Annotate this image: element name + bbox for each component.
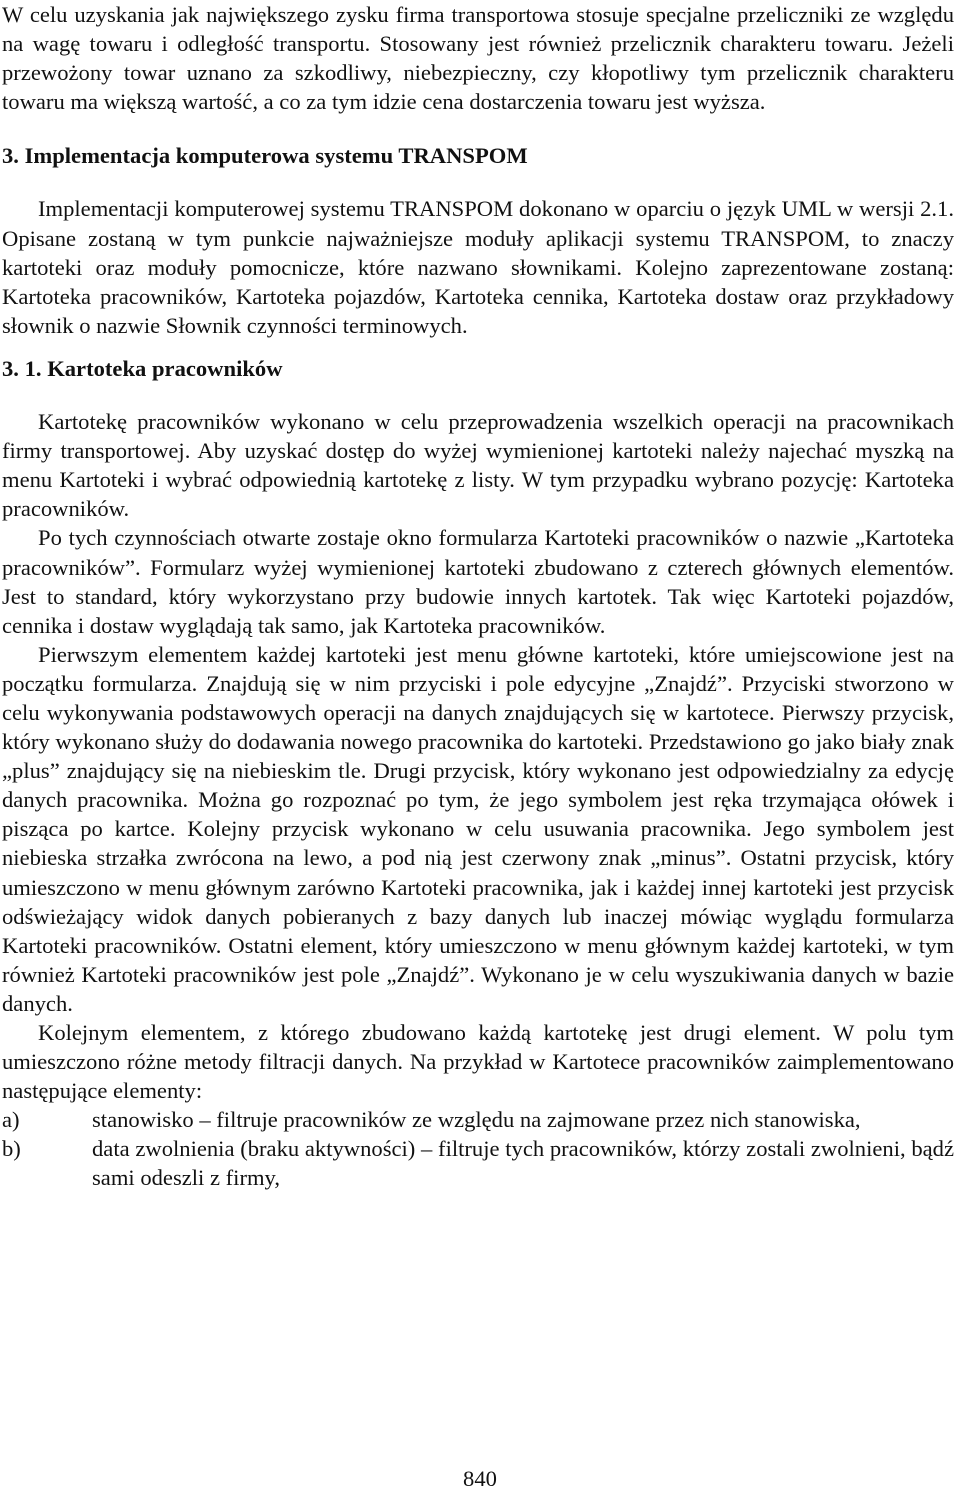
section-3-1-paragraph-4: Kolejnym elementem, z którego zbudowano każdą kartotekę jest drugi element. W polu tym umieszczono różne metody filtracji danych. Na przykład w Kartotece pracowników zaimplementowano następujące elementy:: [2, 1020, 954, 1104]
intro-paragraph: W celu uzyskania jak największego zysku firma transportowa stosuje specjalne przeliczniki ze względu na wagę towaru i odległość transportu. Stosowany jest również przelicznik charakteru towaru. Jeżeli przewożony towar uznano za szkodliwy, niebezpieczny, czy kłopotliwy tym przelicznik charakteru towaru ma większą wartość, a co za tym idzie cena dostarczenia towaru jest wyższa.: [2, 2, 954, 115]
list-item: [2, 1105, 954, 1134]
section-3-1-paragraph-3: Pierwszym elementem każdej kartoteki jest menu główne kartoteki, które umiejscowione jest na początku formularza. Znajdują się w nim przyciski i pole edycyjne „Znajdź”. Przyciski stworzono w celu wykonywania podstawowych operacji na danych znajdujących się w kartotece. Pierwszy przycisk, który wykonano służy do dodawania nowego pracownika do kartoteki. Przedstawiono go jako biały znak „plus” znajdujący się na niebieskim tle. Drugi przycisk, który wykonano jest odpowiedzialny za edycję danych pracownika. Można go rozpoznać po tym, że jego symbolem jest ręka trzymająca ołówek i pisząca po kartce. Kolejny przycisk wykonano w celu usuwania pracownika. Jego symbolem jest niebieska strzałka zwrócona na lewo, a pod nią jest czerwony znak „minus”. Ostatni przycisk, który umieszczono w menu głównym zarówno Kartoteki pracownika, jak i każdej innej kartoteki jest przycisk odświeżający widok danych pobieranych z bazy danych lub inaczej mówiąc wyglądu formularza Kartoteki pracowników. Ostatni element, który umieszczono w menu głównym każdej kartoteki, w tym również Kartoteki pracowników jest pole „Znajdź”. Wykonano je w celu wyszukiwania danych w bazie danych.: [2, 641, 954, 1016]
list-item: [2, 1134, 954, 1192]
section-3-body-paragraph: Implementacji komputerowej systemu TRANSPOM dokonano w oparciu o język UML w wersji 2.1. Opisane zostaną w tym punkcie najważniejsze moduły aplikacji systemu TRANSPOM, to znaczy kartoteki oraz moduły pomocnicze, które nazwano słownikami. Kolejno zaprezentowane zostaną: Kartoteka pracowników, Kartoteka pojazdów, Kartoteka cennika, Kartoteka dostaw oraz przykładowy słownik o nazwie Słownik czynności terminowych.: [2, 196, 954, 338]
list-item-text: data zwolnienia (braku aktywności) – filtruje tych pracowników, którzy zostali zwolnieni, bądź sami odeszli z firmy,: [92, 1136, 954, 1191]
list-item-marker: a): [2, 1107, 20, 1133]
list-item-marker: b): [2, 1136, 21, 1162]
section-3-1-heading: 3. 1. Kartoteka pracowników: [2, 355, 283, 381]
section-3-1-paragraph-1: Kartotekę pracowników wykonano w celu przeprowadzenia wszelkich operacji na pracownikach firmy transportowej. Aby uzyskać dostęp do wyżej wymienionej kartoteki należy najechać myszką na menu Kartoteki i wybrać odpowiednią kartotekę z listy. W tym przypadku wybrano pozycję: Kartoteka pracowników.: [2, 409, 954, 522]
page-number: 840: [463, 1466, 497, 1491]
section-3-heading: 3. Implementacja komputerowa systemu TRANSPOM: [2, 143, 528, 169]
list-item-text: stanowisko – filtruje pracowników ze względu na zajmowane przez nich stanowiska,: [92, 1107, 861, 1133]
section-3-1-paragraph-2: Po tych czynnościach otwarte zostaje okno formularza Kartoteki pracowników o nazwie „Kartoteka pracowników”. Formularz wyżej wymienionej kartoteki zbudowano z czterech głównych elementów. Jest to standard, który wykorzystano przy budowie innych kartotek. Tak więc Kartoteki pojazdów, cennika i dostaw wyglądają tak samo, jak Kartoteka pracowników.: [2, 525, 954, 638]
filter-list: [2, 1105, 954, 1192]
